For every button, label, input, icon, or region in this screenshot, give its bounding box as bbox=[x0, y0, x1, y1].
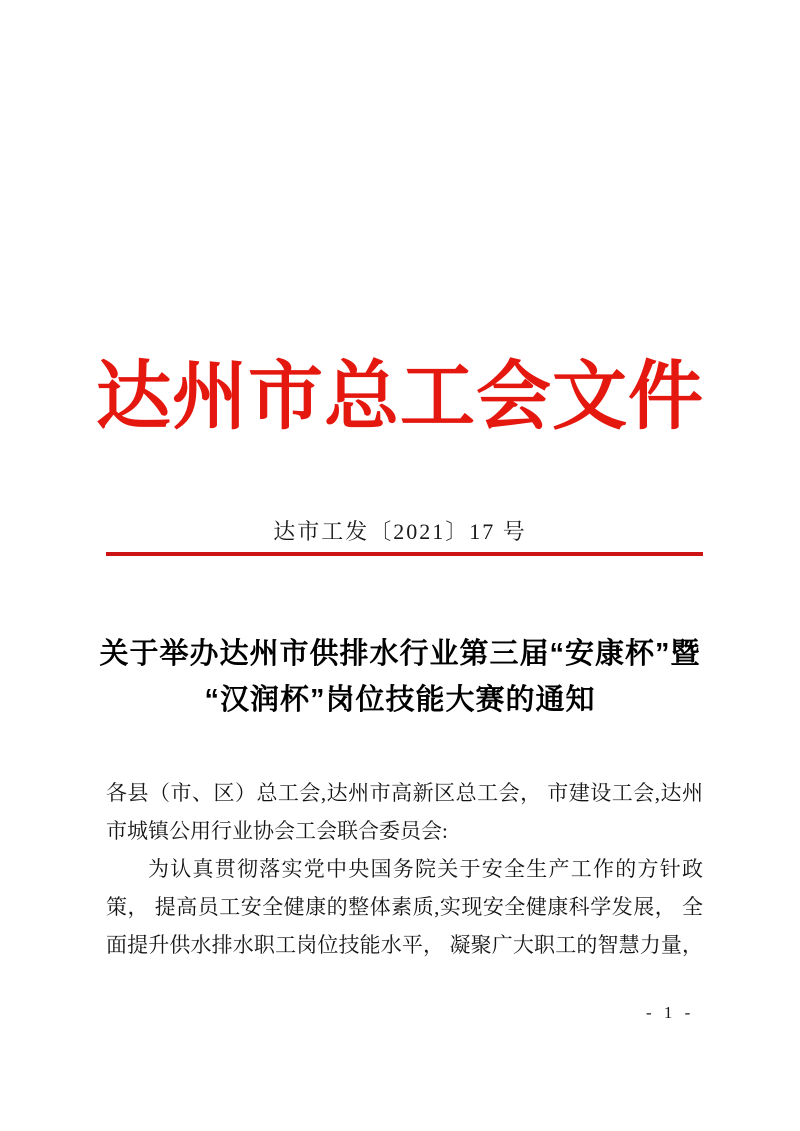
page-number: - 1 - bbox=[646, 1003, 695, 1022]
paragraph-line-2: 策， 提高员工安全健康的整体素质,实现安全健康科学发展， 全 bbox=[106, 895, 703, 919]
doc-title-line-1: 关于举办达州市供排水行业第三届“安康杯”暨 bbox=[99, 638, 701, 670]
doc-title bbox=[60, 631, 740, 723]
doc-reference-number: 达市工发〔2021〕17 号 bbox=[273, 519, 527, 544]
doc-body bbox=[106, 774, 703, 964]
red-divider-rule bbox=[106, 552, 703, 556]
salutation-line-2: 市城镇公用行业协会工会联合委员会: bbox=[106, 819, 448, 843]
paragraph-line-1: 为认真贯彻落实党中央国务院关于安全生产工作的方针政 bbox=[148, 857, 703, 881]
salutation-line-1: 各县（市、区）总工会,达州市高新区总工会， 市建设工会,达州 bbox=[106, 781, 703, 805]
org-masthead-title: 达州市总工会文件 bbox=[95, 356, 704, 439]
paragraph-line-3: 面提升供水排水职工岗位技能水平， 凝聚广大职工的智慧力量， bbox=[106, 933, 703, 957]
doc-title-line-2: “汉润杯”岗位技能大赛的通知 bbox=[204, 684, 596, 716]
